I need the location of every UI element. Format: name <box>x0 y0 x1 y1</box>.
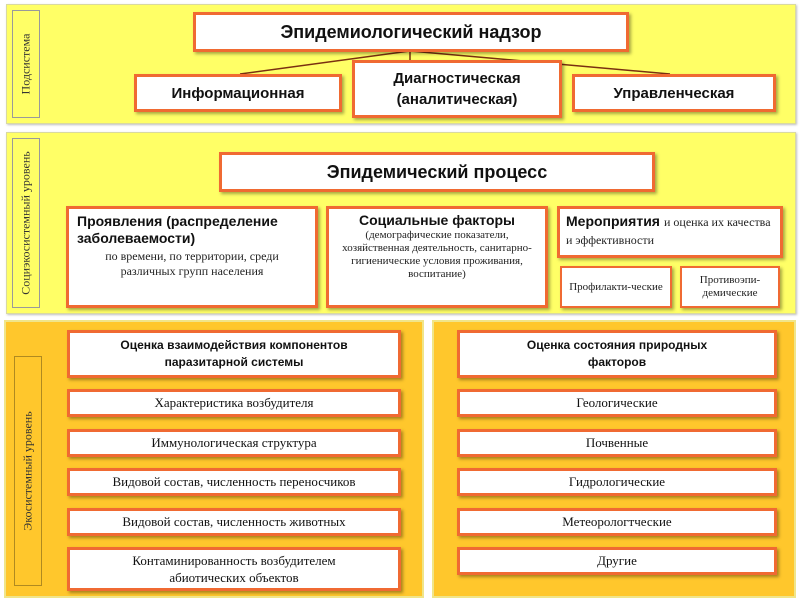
surveillance-box <box>193 12 629 52</box>
eco-side-label: Экосистемный уровень <box>20 411 35 531</box>
manifestations-box <box>66 206 318 308</box>
right-item-1 <box>457 389 777 417</box>
managerial-box <box>572 74 776 112</box>
prevention-label: Профилакти-ческие <box>569 280 663 293</box>
left-item-2-label: Иммунологическая структура <box>151 435 317 450</box>
left-item-5 <box>67 547 401 591</box>
informational-box <box>134 74 342 112</box>
antiepidemic-label: Противоэпи-демические <box>699 274 761 299</box>
measures-title: Мероприятия <box>566 213 660 229</box>
left-item-1 <box>67 389 401 417</box>
social-factors-title: Социальные факторы <box>358 212 516 228</box>
right-item-2-label: Почвенные <box>585 435 649 450</box>
left-item-1-label: Характеристика возбудителя <box>154 395 314 410</box>
manifestations-title: Проявления (распределение заболеваемости) <box>77 213 278 246</box>
measures-box <box>557 206 783 258</box>
left-item-4-label: Видовой состав, численность животных <box>122 514 346 529</box>
measures-text: и оценка их качества и эффективности <box>566 215 771 247</box>
socio-side-label-box <box>12 138 40 308</box>
left-item-2 <box>67 429 401 457</box>
diagnostic-label: Диагностическая (аналитическая) <box>393 70 521 108</box>
left-item-5-label: Контаминированность возбудителем абиотических объектов <box>132 553 336 585</box>
prevention-box <box>560 266 672 308</box>
informational-label: Информационная <box>171 84 305 102</box>
right-item-3 <box>457 468 777 496</box>
interaction-header-box <box>67 330 401 378</box>
right-item-5-label: Другие <box>597 553 637 568</box>
surveillance-title: Эпидемиологический надзор <box>280 21 542 42</box>
natural-factors-header-box <box>457 330 777 378</box>
right-item-5 <box>457 547 777 575</box>
left-item-3 <box>67 468 401 496</box>
right-item-4 <box>457 508 777 536</box>
social-factors-text: (демографические показатели, хозяйственная деятельность, санитарно-гигиенические условия проживания, воспитание) <box>342 229 532 280</box>
manifestations-text: по времени, по территории, среди различных групп населения <box>105 249 279 278</box>
right-item-4-label: Метеорологтческие <box>562 514 672 529</box>
socio-side-label: Социэкосистемный уровень <box>18 151 33 295</box>
right-item-1-label: Геологические <box>576 395 658 410</box>
left-item-3-label: Видовой состав, численность переносчиков <box>112 474 356 489</box>
diagnostic-box <box>352 60 562 118</box>
right-item-2 <box>457 429 777 457</box>
left-item-4 <box>67 508 401 536</box>
subsystem-side-label: Подсистема <box>18 33 33 95</box>
eco-side-label-box <box>14 356 42 586</box>
epidemic-process-title: Эпидемический процесс <box>326 161 548 182</box>
social-factors-box <box>326 206 548 308</box>
managerial-label: Управленческая <box>613 84 735 102</box>
antiepidemic-box <box>680 266 780 308</box>
interaction-header: Оценка взаимодействия компонентов паразитарной системы <box>120 338 348 369</box>
epidemic-process-box <box>219 152 655 192</box>
right-item-3-label: Гидрологические <box>568 474 666 489</box>
natural-factors-header: Оценка состояния природных факторов <box>526 338 708 369</box>
